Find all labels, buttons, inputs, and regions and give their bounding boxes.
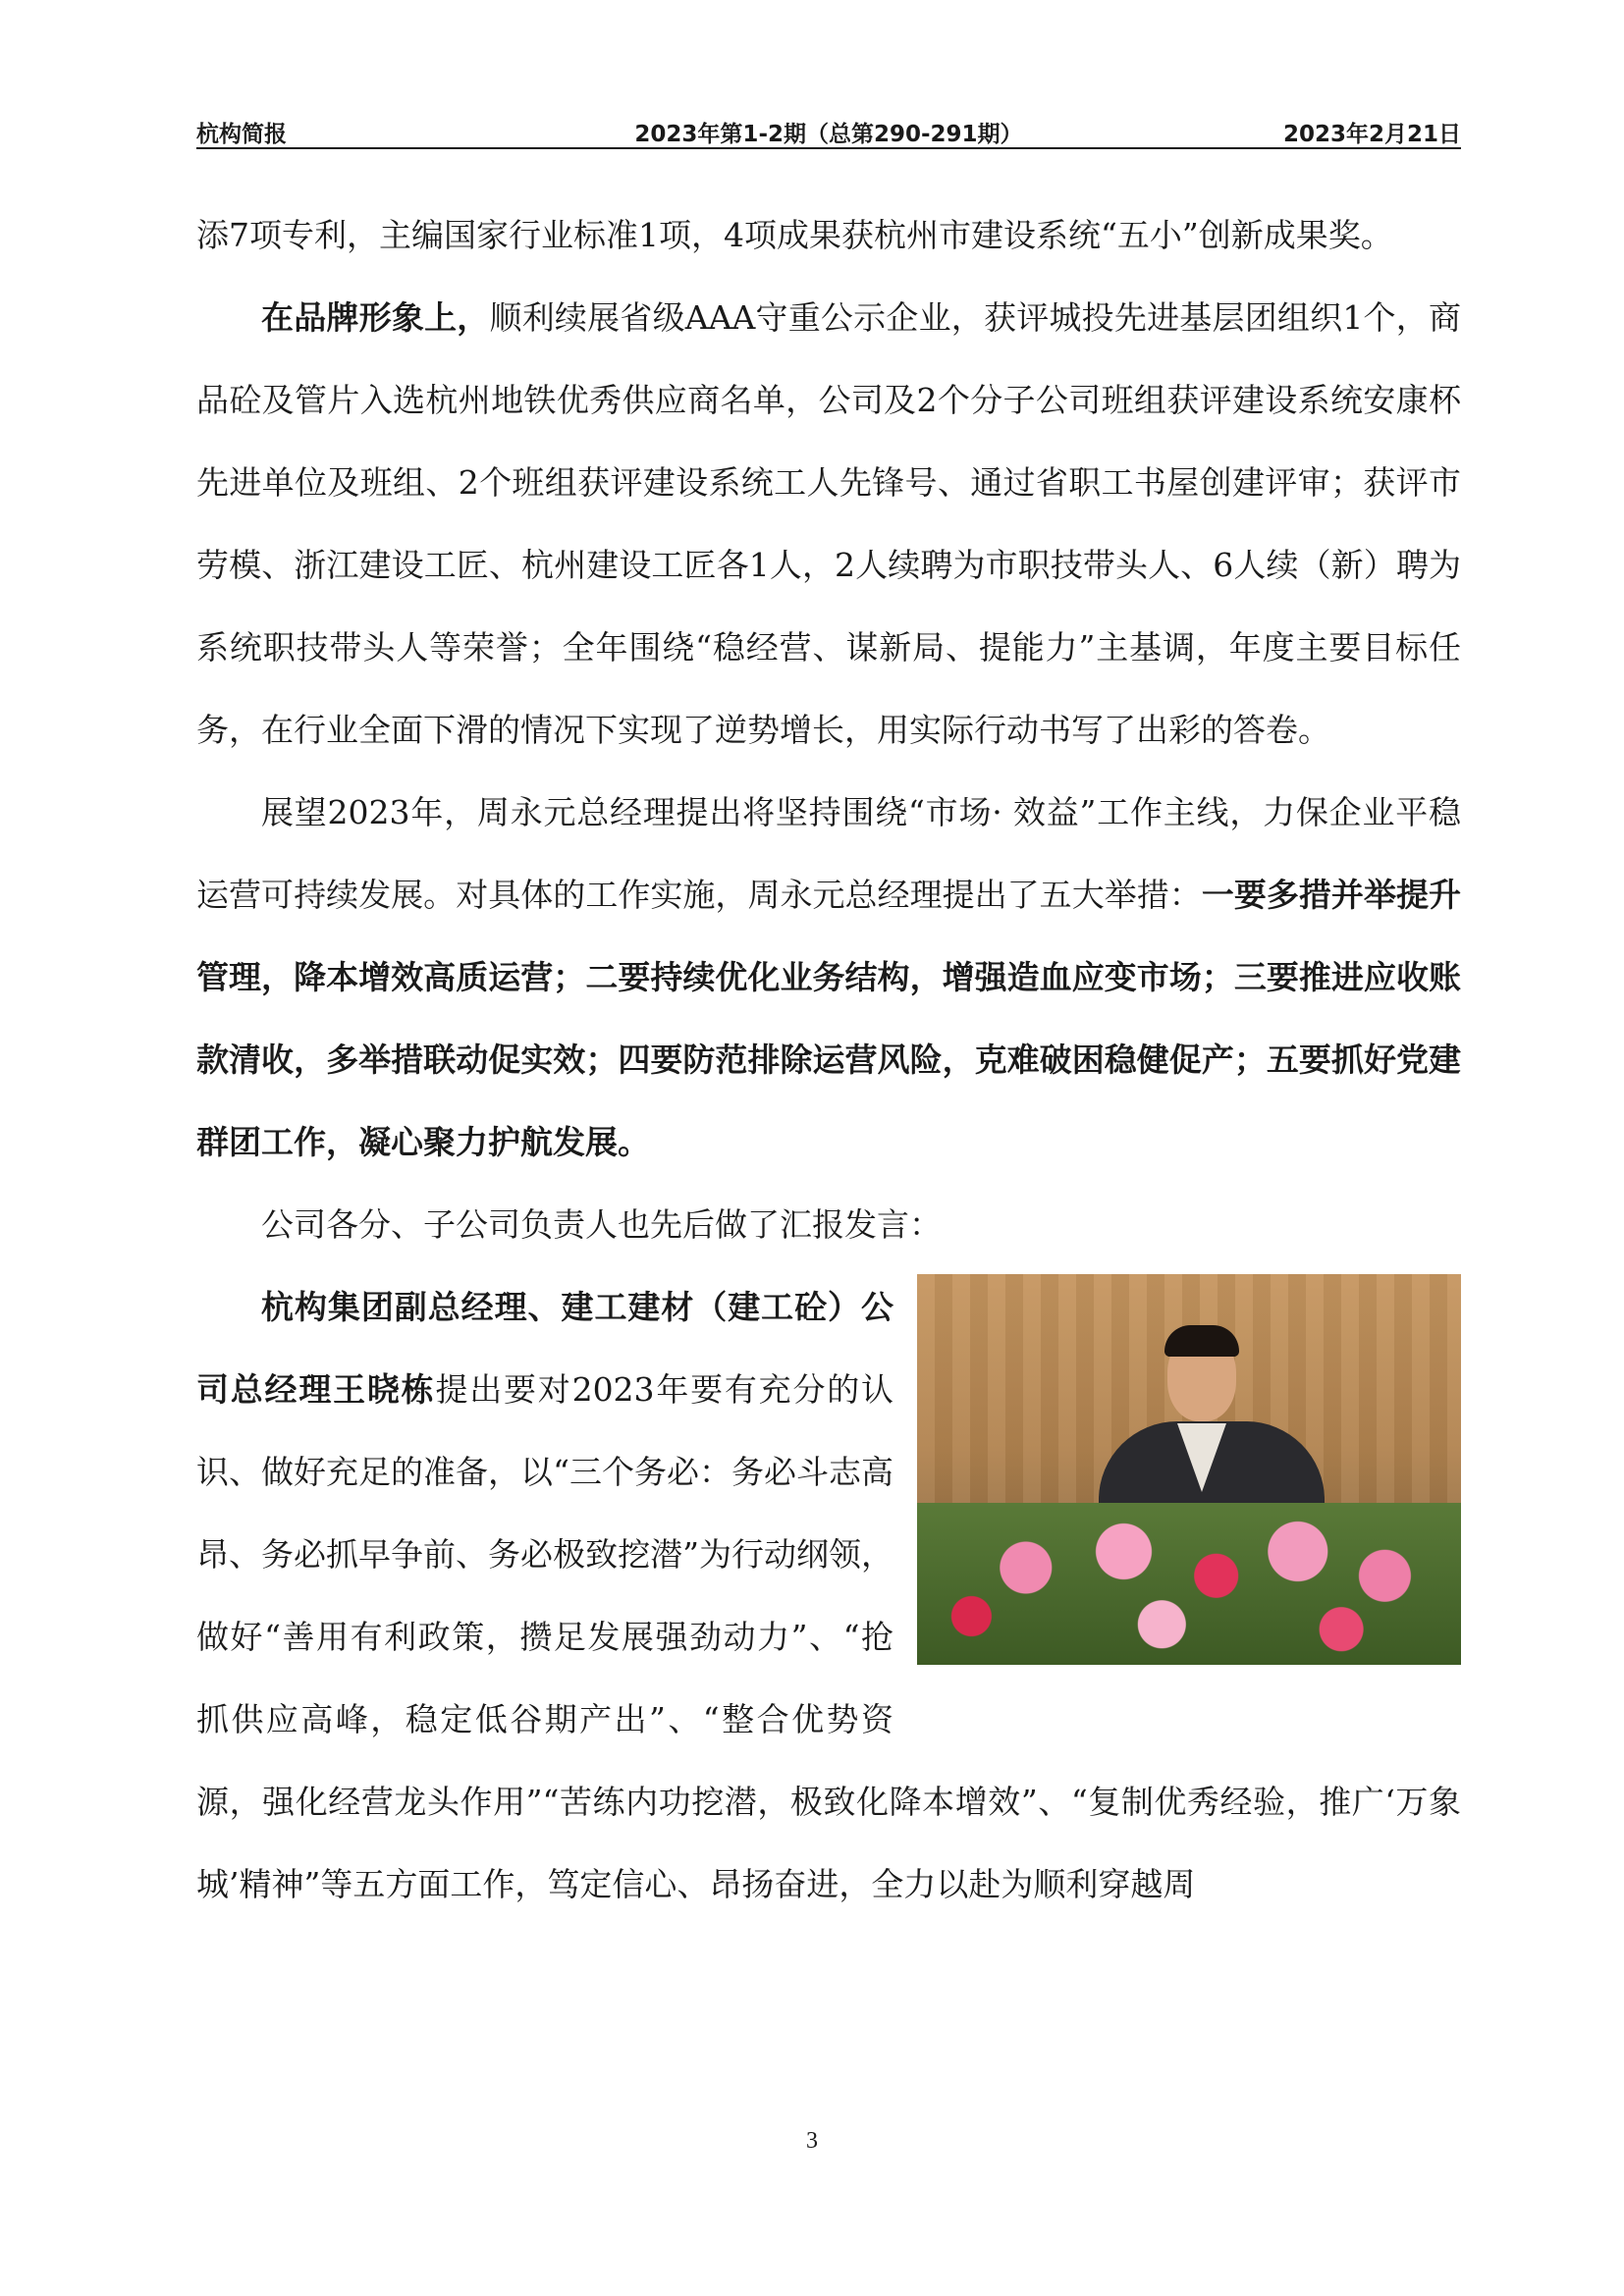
paragraph-wang-xiaodong: 杭构集团副总经理、建工建材（建工砼）公司总经理王晓栋提出要对2023年要有充分的认识、做好充足的准备，以“三个务必：务必斗志高昂、务必抓早争前、务必极致挖潜”为行动纲领，做好“善用有利政策，攒足发展强劲动力”、“抢抓供应高峰，稳定低谷期产出”、“整合优势资源，强化经营龙头作用”“苦练内功挖潜，极致化降本增效”、“复制优秀经验，推广‘万象城’精神”等五方面工作，笃定信心、昂扬奋进，全力以赴为顺利穿越周 — [196, 1288, 1461, 1903]
speaker-title: 杭构集团副总经理、建工建材（建工砼）公司总经理王晓栋 — [196, 1288, 893, 1409]
paragraph-brand-image: 在品牌形象上，顺利续展省级AAA守重公示企业，获评城投先进基层团组织1个，商品砼及管片入选杭州地铁优秀供应商名单，公司及2个分子公司班组获评建设系统安康杯先进单位及班组、2个班组获评建设系统工人先锋号、通过省职工书屋创建评审；获评市劳模、浙江建设工匠、杭州建设工匠各1人，2人续聘为市职技带头人、6人续（新）聘为系统职技带头人等荣誉；全年围绕“稳经营、谋新局、提能力”主基调，年度主要目标任务，在行业全面下滑的情况下实现了逆势增长，用实际行动书写了出彩的答卷。 — [196, 298, 1461, 749]
flower-podium — [917, 1503, 1461, 1665]
paragraph-reports-intro: 公司各分、子公司负责人也先后做了汇报发言： — [261, 1205, 942, 1244]
header-publication-name: 杭构简报 — [196, 122, 287, 147]
paragraph-outlook-2023: 展望2023年，周永元总经理提出将坚持围绕“市场· 效益”工作主线，力保企业平稳运营可持续发展。对具体的工作实施，周永元总经理提出了五大举措：一要多措并举提升管理，降本增效高质运营；二要持续优化业务结构，增强造血应变市场；三要推进应收账款清收，多举措联动促实效；四要防范排除运营风险，克难破困稳健促产；五要抓好党建群团工作，凝心聚力护航发展。 — [196, 793, 1462, 1161]
speaker-hair — [1164, 1325, 1239, 1357]
speaker-photo — [917, 1274, 1461, 1665]
header-divider — [196, 147, 1461, 149]
article-body — [196, 194, 1461, 1926]
header-issue-number: 2023年第1-2期（总第290-291期） — [634, 122, 1023, 147]
five-measures-text: 一要多措并举提升管理，降本增效高质运营；二要持续优化业务结构，增强造血应变市场；三要推进应收账款清收，多举措联动促实效；四要防范排除运营风险，克难破困稳健促产；五要抓好党建群团工作，凝心聚力护航发展。 — [196, 876, 1462, 1161]
paragraph-patents: 添7项专利，主编国家行业标准1项，4项成果获杭州市建设系统“五小”创新成果奖。 — [196, 216, 1393, 254]
page-number: 3 — [806, 2128, 818, 2154]
header-date: 2023年2月21日 — [1282, 122, 1461, 147]
page-header — [196, 116, 1461, 149]
paragraph-brand-image-lead: 在品牌形象上， — [261, 298, 490, 337]
